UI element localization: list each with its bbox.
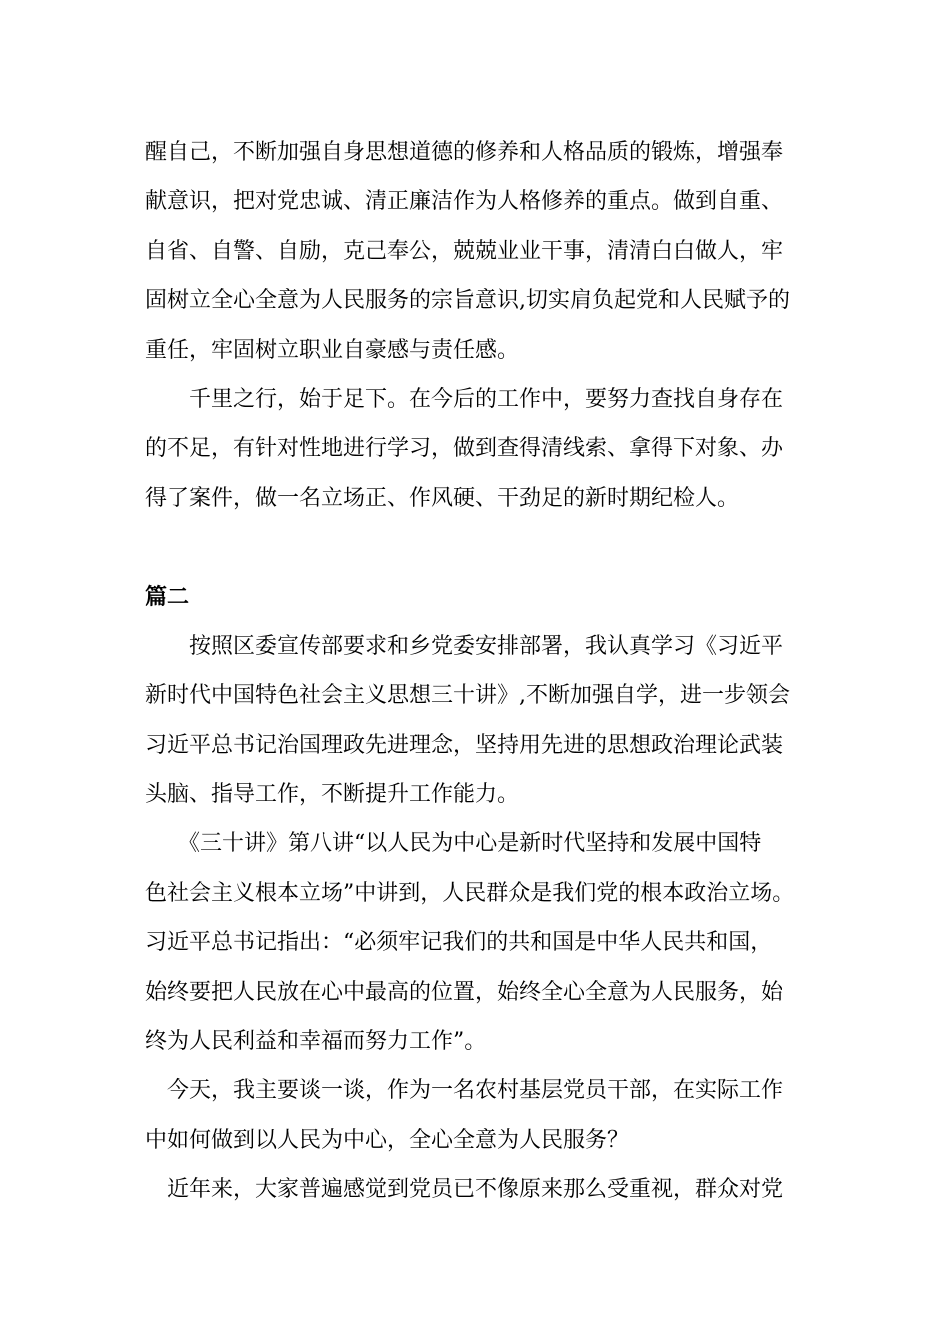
text-line: 醒自己，不断加强自身思想道德的修养和人格品质的锻炼，增强奉 — [145, 140, 784, 165]
paragraph-2 — [145, 375, 820, 523]
text-line: 今天，我主要谈一谈，作为一名农村基层党员干部，在实际工作 — [167, 1078, 784, 1104]
text-line: 固树立全心全意为人民服务的宗旨意识,切实肩负起党和人民赋予的 — [145, 288, 790, 314]
text-line: 习近平总书记指出：“必须牢记我们的共和国是中华人民共和国， — [145, 930, 773, 956]
text-line: 近年来，大家普遍感觉到党员已不像原来那么受重视，群众对党 — [167, 1177, 784, 1203]
paragraph-6 — [145, 1165, 820, 1214]
blank-line — [145, 523, 820, 572]
text-line: 头脑、指导工作，不断提升工作能力。 — [145, 782, 520, 808]
text-line: 得了案件，做一名立场正、作风硬、干劲足的新时期纪检人。 — [145, 485, 740, 511]
paragraph-1 — [145, 128, 820, 375]
text-line: 献意识，把对党忠诚、清正廉洁作为人格修养的重点。做到自重、 — [145, 189, 784, 215]
text-line: 《三十讲》第八讲“以人民为中心是新时代坚持和发展中国特 — [178, 831, 762, 857]
text-line: 新时代中国特色社会主义思想三十讲》,不断加强自学，进一步领会 — [145, 683, 790, 709]
text-line: 色社会主义根本立场”中讲到，人民群众是我们党的根本政治立场。 — [145, 880, 795, 906]
text-line: 的不足，有针对性地进行学习，做到查得清线索、拿得下对象、办 — [145, 436, 784, 462]
text-line: 重任，牢固树立职业自豪感与责任感。 — [145, 337, 520, 363]
paragraph-4 — [145, 819, 820, 1066]
text-line: 始终要把人民放在心中最高的位置，始终全心全意为人民服务，始 — [145, 979, 784, 1005]
text-line: 千里之行，始于足下。在今后的工作中，要努力查找自身存在 — [189, 386, 784, 412]
text-line: 按照区委宣传部要求和乡党委安排部署，我认真学习《习近平 — [189, 633, 784, 659]
section-heading: 篇二 — [145, 583, 190, 610]
text-line: 自省、自警、自励，克己奉公，兢兢业业干事，清清白白做人，牢 — [145, 238, 784, 264]
document-body — [145, 128, 820, 1215]
paragraph-3 — [145, 622, 820, 820]
text-line: 习近平总书记治国理政先进理念，坚持用先进的思想政治理论武装 — [145, 732, 784, 758]
text-line: 中如何做到以人民为中心，全心全意为人民服务？ — [145, 1127, 630, 1153]
paragraph-5 — [145, 1066, 820, 1165]
text-line: 终为人民利益和幸福而努力工作”。 — [145, 1029, 487, 1055]
